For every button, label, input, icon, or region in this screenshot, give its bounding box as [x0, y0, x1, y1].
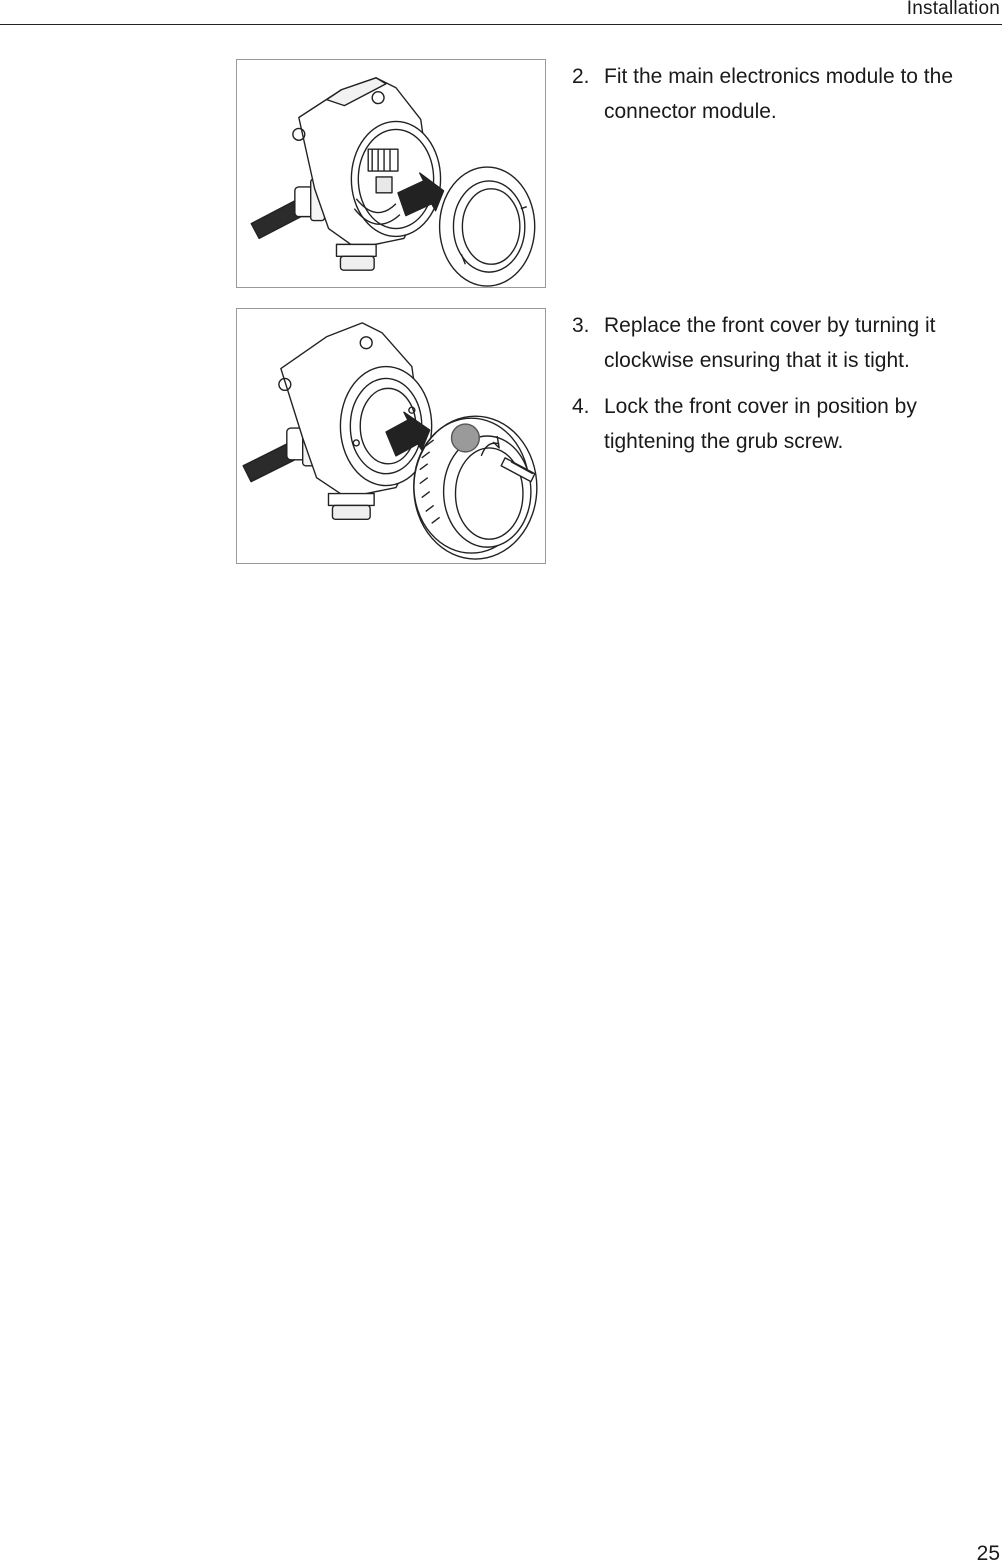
front-cover-illustration — [237, 309, 545, 563]
figure-replace-front-cover — [236, 308, 546, 564]
step-2 — [572, 59, 992, 129]
step-number: 2. — [572, 65, 590, 88]
step-4 — [572, 389, 992, 459]
step-number: 3. — [572, 314, 590, 337]
step-text: Lock the front cover in position by tightening the grub screw. — [604, 395, 917, 453]
section-title: Installation — [906, 0, 1000, 19]
step-3 — [572, 308, 992, 378]
step-text: Replace the front cover by turning it clockwise ensuring that it is tight. — [604, 314, 936, 372]
step-number: 4. — [572, 395, 590, 418]
running-header — [0, 0, 1002, 25]
electronics-module-illustration — [237, 60, 545, 287]
step-text: Fit the main electronics module to the connector module. — [604, 65, 954, 123]
page-number: 25 — [976, 1542, 1000, 1565]
figure-fit-electronics-module — [236, 59, 546, 288]
